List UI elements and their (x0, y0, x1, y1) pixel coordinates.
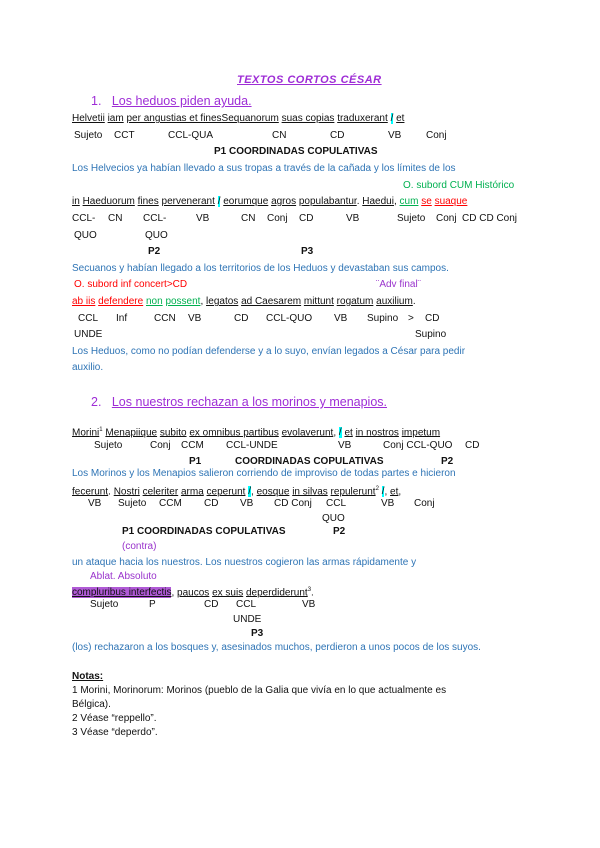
s2-translation-3: (los) rechazaron a los bosques y, asesinados muchos, perdieron a unos pocos de los suyos. (72, 642, 481, 653)
s2-analysis-tag: Sujeto (118, 498, 147, 509)
s1-latin-line-1 (72, 113, 404, 125)
s2-latin-line-2: fecerunt. Nostri celeriter arma ceperunt /, eosque in silvas repulerunt$^2$ /, et, (72, 486, 402, 498)
s1-analysis-tag: Conj (426, 130, 447, 141)
section-1-title: Los heduos piden ayuda. (111, 94, 252, 108)
s1-clause-label: P1 COORDINADAS COPULATIVAS (214, 146, 378, 157)
s2-analysis-tag: VB (381, 498, 395, 509)
s2-clause-label: COORDINADAS COPULATIVAS (235, 456, 384, 467)
s1-analysis-tag: UNDE (74, 329, 103, 340)
s1-analysis-tag: QUO (145, 230, 168, 241)
s1-latin-line-2: in Haeduorum fines pervenerant / eorumque agros populabantur. Haedui, cum se suaque (72, 196, 468, 207)
latin-word: evolaverunt (281, 427, 334, 439)
s2-analysis-tag: CCM (159, 498, 182, 509)
s1-analysis-tag: Supino (367, 313, 399, 324)
s2-analysis-tag: VB (302, 599, 316, 610)
s1-analysis-tag: CCL- (143, 213, 167, 224)
s1-analysis-tag: VB (388, 130, 402, 141)
s1-analysis-tag: CN (108, 213, 123, 224)
latin-word: rogatum (336, 296, 374, 307)
s2-clause-label: P2 (441, 456, 454, 467)
latin-word: Morini (72, 427, 100, 439)
latin-word: in nostros (355, 427, 399, 439)
s1-analysis-tag: CCL-QUO (266, 313, 313, 324)
s2-analysis-tag: Conj CCL-QUO (383, 440, 453, 451)
s1-analysis-tag: CD (425, 313, 440, 324)
s1-analysis-tag: Sujeto (397, 213, 426, 224)
latin-word: in (72, 196, 80, 207)
latin-word: pervenerant (161, 196, 215, 207)
s2-analysis-tag: Sujeto (94, 440, 123, 451)
s2-analysis-tag: CD (465, 440, 480, 451)
section-1-number: 1. (91, 94, 102, 108)
s1-translation-1: Los Helvecios ya habían llevado a sus tropas a través de la cañada y los límites de los (72, 163, 456, 174)
s1-analysis-tag: VB (334, 313, 348, 324)
s2-analysis-tag: P (149, 599, 156, 610)
s1-analysis-tag: QUO (74, 230, 97, 241)
s2-analysis-tag: CD (204, 498, 219, 509)
s1-analysis-tag: CD (234, 313, 249, 324)
s1-analysis-tag: CN (272, 130, 287, 141)
latin-word: non (145, 296, 163, 307)
latin-word: Haedui (362, 196, 394, 207)
latin-word: legatos (206, 296, 239, 307)
s2-analysis-tag: QUO (322, 513, 345, 524)
s1-analysis-tag: CCT (114, 130, 135, 141)
section-2-number: 2. (91, 395, 102, 409)
s2-analysis-tag: UNDE (233, 614, 262, 625)
s2-analysis-tag: CD Conj (274, 498, 312, 509)
s1-analysis-tag: VB (346, 213, 360, 224)
s1-clause-label: P3 (301, 246, 314, 257)
s2-translation-1: Los Morinos y los Menapios salieron corriendo de improviso de todas partes e hicieron (72, 468, 456, 479)
s1-translation-3: Los Heduos, como no podían defenderse y a lo suyo, envían legados a César para pedir (72, 346, 466, 357)
latin-word: Sequanorum (221, 113, 279, 124)
s2-analysis-tag: VB (88, 498, 102, 509)
footnote-ref: 2 (375, 486, 379, 492)
latin-word: defendere (98, 296, 144, 307)
latin-word: Helvetii (72, 113, 105, 124)
s1-analysis-tag: CD CD Conj (462, 213, 518, 224)
s2-ablative-note: Ablat. Absoluto (90, 571, 157, 582)
latin-word: paucos (177, 587, 210, 599)
latin-word: fecerunt (72, 486, 109, 498)
latin-word: traduxerant (337, 113, 388, 124)
s1-analysis-tag: Conj (436, 213, 457, 224)
s1-translation-2: Secuanos y habían llegado a los territorios de los Heduos y devastaban sus campos. (72, 263, 449, 274)
clause-separator: / (217, 196, 221, 207)
s2-analysis-tag: Sujeto (90, 599, 119, 610)
s1-analysis-tag: > (408, 313, 414, 324)
s2-analysis-tag: CCM (181, 440, 204, 451)
s2-analysis-tag: CCL (326, 498, 347, 509)
s1-analysis-tag: VB (196, 213, 210, 224)
latin-word: per angustias et fines (126, 113, 222, 124)
latin-word: eosque (256, 486, 290, 498)
s1-clause-label: P2 (148, 246, 161, 257)
s1-analysis-tag: Sujeto (74, 130, 103, 141)
s1-subordinate-note: ¨Adv final¨ (376, 279, 422, 290)
latin-word: impetum (401, 427, 441, 439)
latin-word: deperdiderunt (245, 587, 308, 599)
clause-separator: / (390, 113, 394, 124)
latin-word: auxilium (376, 296, 413, 307)
latin-word: Menapiique (105, 427, 158, 439)
note-1-cont: Bélgica). (72, 699, 111, 710)
s1-analysis-tag: CD (299, 213, 314, 224)
footnote-ref: 1 (99, 427, 103, 433)
s2-clause-label: P1 (189, 456, 202, 467)
latin-word: et (344, 427, 353, 439)
latin-word: possent (165, 296, 201, 307)
section-1-heading (91, 94, 252, 109)
note-2: 2 Véase “reppello”. (72, 713, 157, 724)
s2-clause-label: P2 (333, 526, 346, 537)
latin-word: ex suis (212, 587, 244, 599)
s1-analysis-tag: CCN (154, 313, 176, 324)
s1-analysis-tag: CN (241, 213, 256, 224)
clause-separator: / (248, 486, 252, 498)
s1-translation-3-cont: auxilio. (72, 362, 104, 373)
latin-word: iam (107, 113, 124, 124)
s2-analysis-tag: CCL-UNDE (226, 440, 278, 451)
latin-word: cum (399, 196, 419, 207)
section-2-heading (91, 395, 387, 410)
s1-analysis-tag: Inf (116, 313, 128, 324)
latin-word: celeriter (142, 486, 179, 498)
s1-analysis-tag: CCL-QUA (168, 130, 214, 141)
s2-translation-2: un ataque hacia los nuestros. Los nuestros cogieron las armas rápidamente y (72, 557, 417, 568)
s1-analysis-tag: Supino (415, 329, 447, 340)
latin-word: populabantur (298, 196, 357, 207)
s1-subordinate-note: O. subord CUM Histórico (403, 180, 515, 191)
s1-analysis-tag: CD (330, 130, 345, 141)
s2-analysis-tag: Conj (414, 498, 435, 509)
latin-word: et (396, 113, 405, 124)
latin-word: agros (271, 196, 297, 207)
latin-word: mittunt (303, 296, 334, 307)
latin-word: suas copias (281, 113, 335, 124)
notes-title: Notas: (72, 671, 104, 682)
s2-analysis-tag: CCL (236, 599, 257, 610)
latin-word: ab iis (72, 296, 96, 307)
latin-word: arma (180, 486, 204, 498)
s2-analysis-tag: CD (204, 599, 219, 610)
s2-analysis-tag: Conj (150, 440, 171, 451)
latin-word: ceperunt (206, 486, 246, 498)
latin-word: fines (137, 196, 159, 207)
s2-latin-line-3: compluribus interfectis, paucos ex suis deperdiderunt$^3$. (72, 587, 314, 599)
s2-clause-label: P3 (251, 628, 264, 639)
s2-analysis-tag: VB (240, 498, 254, 509)
note-1: 1 Morini, Morinorum: Morinos (pueblo de la Galia que vivía en lo que actualmente es (72, 685, 447, 696)
latin-word: Haeduorum (82, 196, 135, 207)
latin-word: et (390, 486, 399, 498)
section-2-title: Los nuestros rechazan a los morinos y menapios. (111, 395, 387, 409)
s2-latin-line-1: Morini$^1$ Menapiique subito ex omnibus partibus evolaverunt, / et in nostros impetum (72, 427, 441, 439)
latin-word: eorumque (223, 196, 269, 207)
s1-analysis-tag: VB (188, 313, 202, 324)
clause-separator: / (338, 427, 342, 439)
note-3: 3 Véase “deperdo”. (72, 727, 158, 738)
latin-word: ex omnibus partibus (189, 427, 279, 439)
s1-analysis-tag: CCL (78, 313, 99, 324)
clause-separator: / (381, 486, 385, 498)
footnote-ref: 3 (307, 587, 312, 593)
latin-word: se (421, 196, 432, 207)
latin-word: Nostri (113, 486, 140, 498)
latin-word: subito (159, 427, 187, 439)
latin-word: repulerunt (330, 486, 376, 498)
s1-analysis-tag: CCL- (72, 213, 96, 224)
latin-word: suaque (434, 196, 468, 207)
latin-word: ad Caesarem (241, 296, 302, 307)
s2-clause-label: P1 COORDINADAS COPULATIVAS (122, 526, 286, 537)
page-title: TEXTOS CORTOS CÉSAR (237, 74, 382, 86)
latin-word: compluribus interfectis (72, 587, 172, 599)
s2-contra-note: (contra) (122, 541, 157, 552)
s1-subordinate-note: O. subord inf concert>CD (74, 279, 188, 290)
latin-word: in silvas (292, 486, 328, 498)
s2-analysis-tag: VB (338, 440, 352, 451)
s1-latin-line-3: ab iis defendere non possent, legatos ad Caesarem mittunt rogatum auxilium. (72, 296, 416, 307)
s1-analysis-tag: Conj (267, 213, 288, 224)
